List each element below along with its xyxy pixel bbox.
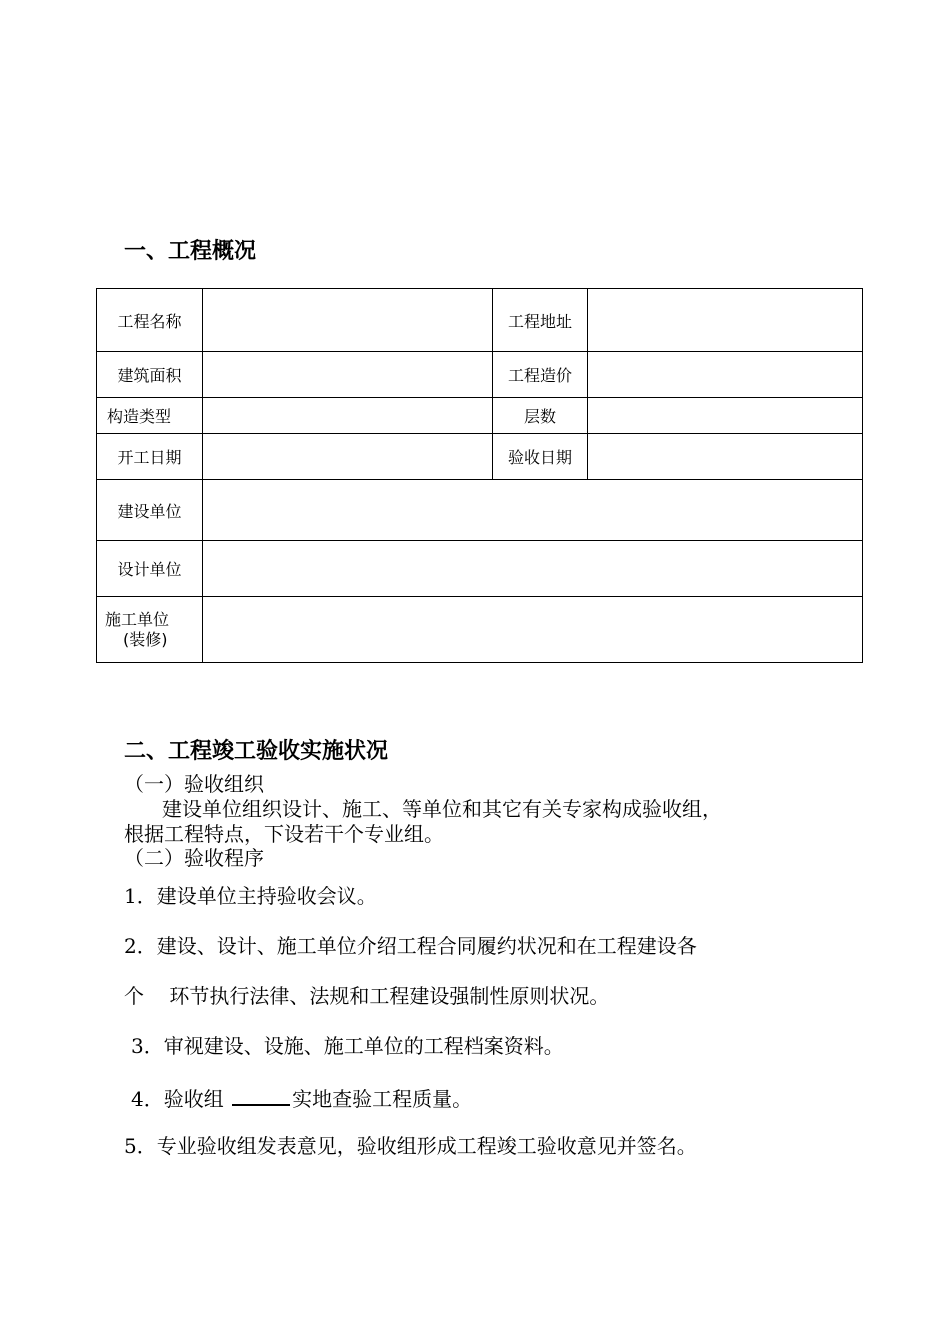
table-row (97, 480, 863, 541)
organization-paragraph-line2: 根据工程特点，下设若干个专业组。 (124, 822, 444, 846)
table-row (97, 597, 863, 663)
table-row (97, 352, 863, 398)
project-address-value[interactable] (588, 289, 863, 352)
project-name-value[interactable] (203, 289, 493, 352)
builder-unit-label-line2: (装修) (123, 629, 168, 649)
builder-unit-label-line1: 施工单位 (105, 609, 170, 629)
acceptance-date-value[interactable] (588, 434, 863, 480)
procedure-step-3: 3．审视建设、设施、施工单位的工程档案资料。 (131, 1034, 564, 1058)
acceptance-date-label: 验收日期 (493, 434, 588, 480)
builder-unit-label (97, 597, 203, 663)
subheading-organization: （一）验收组织 (124, 772, 264, 796)
procedure-step-2-line1: 2．建设、设计、施工单位介绍工程合同履约状况和在工程建设各 (124, 934, 697, 958)
fill-in-blank[interactable] (232, 1084, 290, 1106)
start-date-value[interactable] (203, 434, 493, 480)
section-title-acceptance: 二、工程竣工验收实施状况 (124, 739, 389, 764)
structure-type-label: 构造类型 (97, 398, 203, 434)
project-cost-value[interactable] (588, 352, 863, 398)
floors-label: 层数 (493, 398, 588, 434)
project-overview-table (96, 288, 863, 663)
construction-unit-label: 建设单位 (97, 480, 203, 541)
table-row (97, 541, 863, 597)
start-date-label: 开工日期 (97, 434, 203, 480)
building-area-label: 建筑面积 (97, 352, 203, 398)
builder-unit-value[interactable] (203, 597, 863, 663)
project-cost-label: 工程造价 (493, 352, 588, 398)
design-unit-value[interactable] (203, 541, 863, 597)
project-address-label: 工程地址 (493, 289, 588, 352)
subheading-procedure: （二）验收程序 (124, 846, 264, 870)
table-row (97, 289, 863, 352)
project-name-label: 工程名称 (97, 289, 203, 352)
structure-type-value[interactable] (203, 398, 493, 434)
building-area-value[interactable] (203, 352, 493, 398)
floors-value[interactable] (588, 398, 863, 434)
section-title-overview: 一、工程概况 (124, 239, 257, 264)
procedure-step-4-prefix: 4．验收组 (131, 1087, 231, 1111)
table-row (97, 398, 863, 434)
construction-unit-value[interactable] (203, 480, 863, 541)
procedure-step-2-line2: 个 环节执行法律、法规和工程建设强制性原则状况。 (124, 984, 610, 1008)
design-unit-label: 设计单位 (97, 541, 203, 597)
procedure-step-4 (131, 1084, 472, 1111)
procedure-step-1: 1．建设单位主持验收会议。 (124, 884, 377, 908)
organization-paragraph-line1: 建设单位组织设计、施工、等单位和其它有关专家构成验收组， (162, 797, 722, 821)
procedure-step-4-suffix: 实地查验工程质量。 (292, 1087, 473, 1111)
procedure-step-5: 5．专业验收组发表意见，验收组形成工程竣工验收意见并签名。 (124, 1134, 697, 1158)
table-row (97, 434, 863, 480)
